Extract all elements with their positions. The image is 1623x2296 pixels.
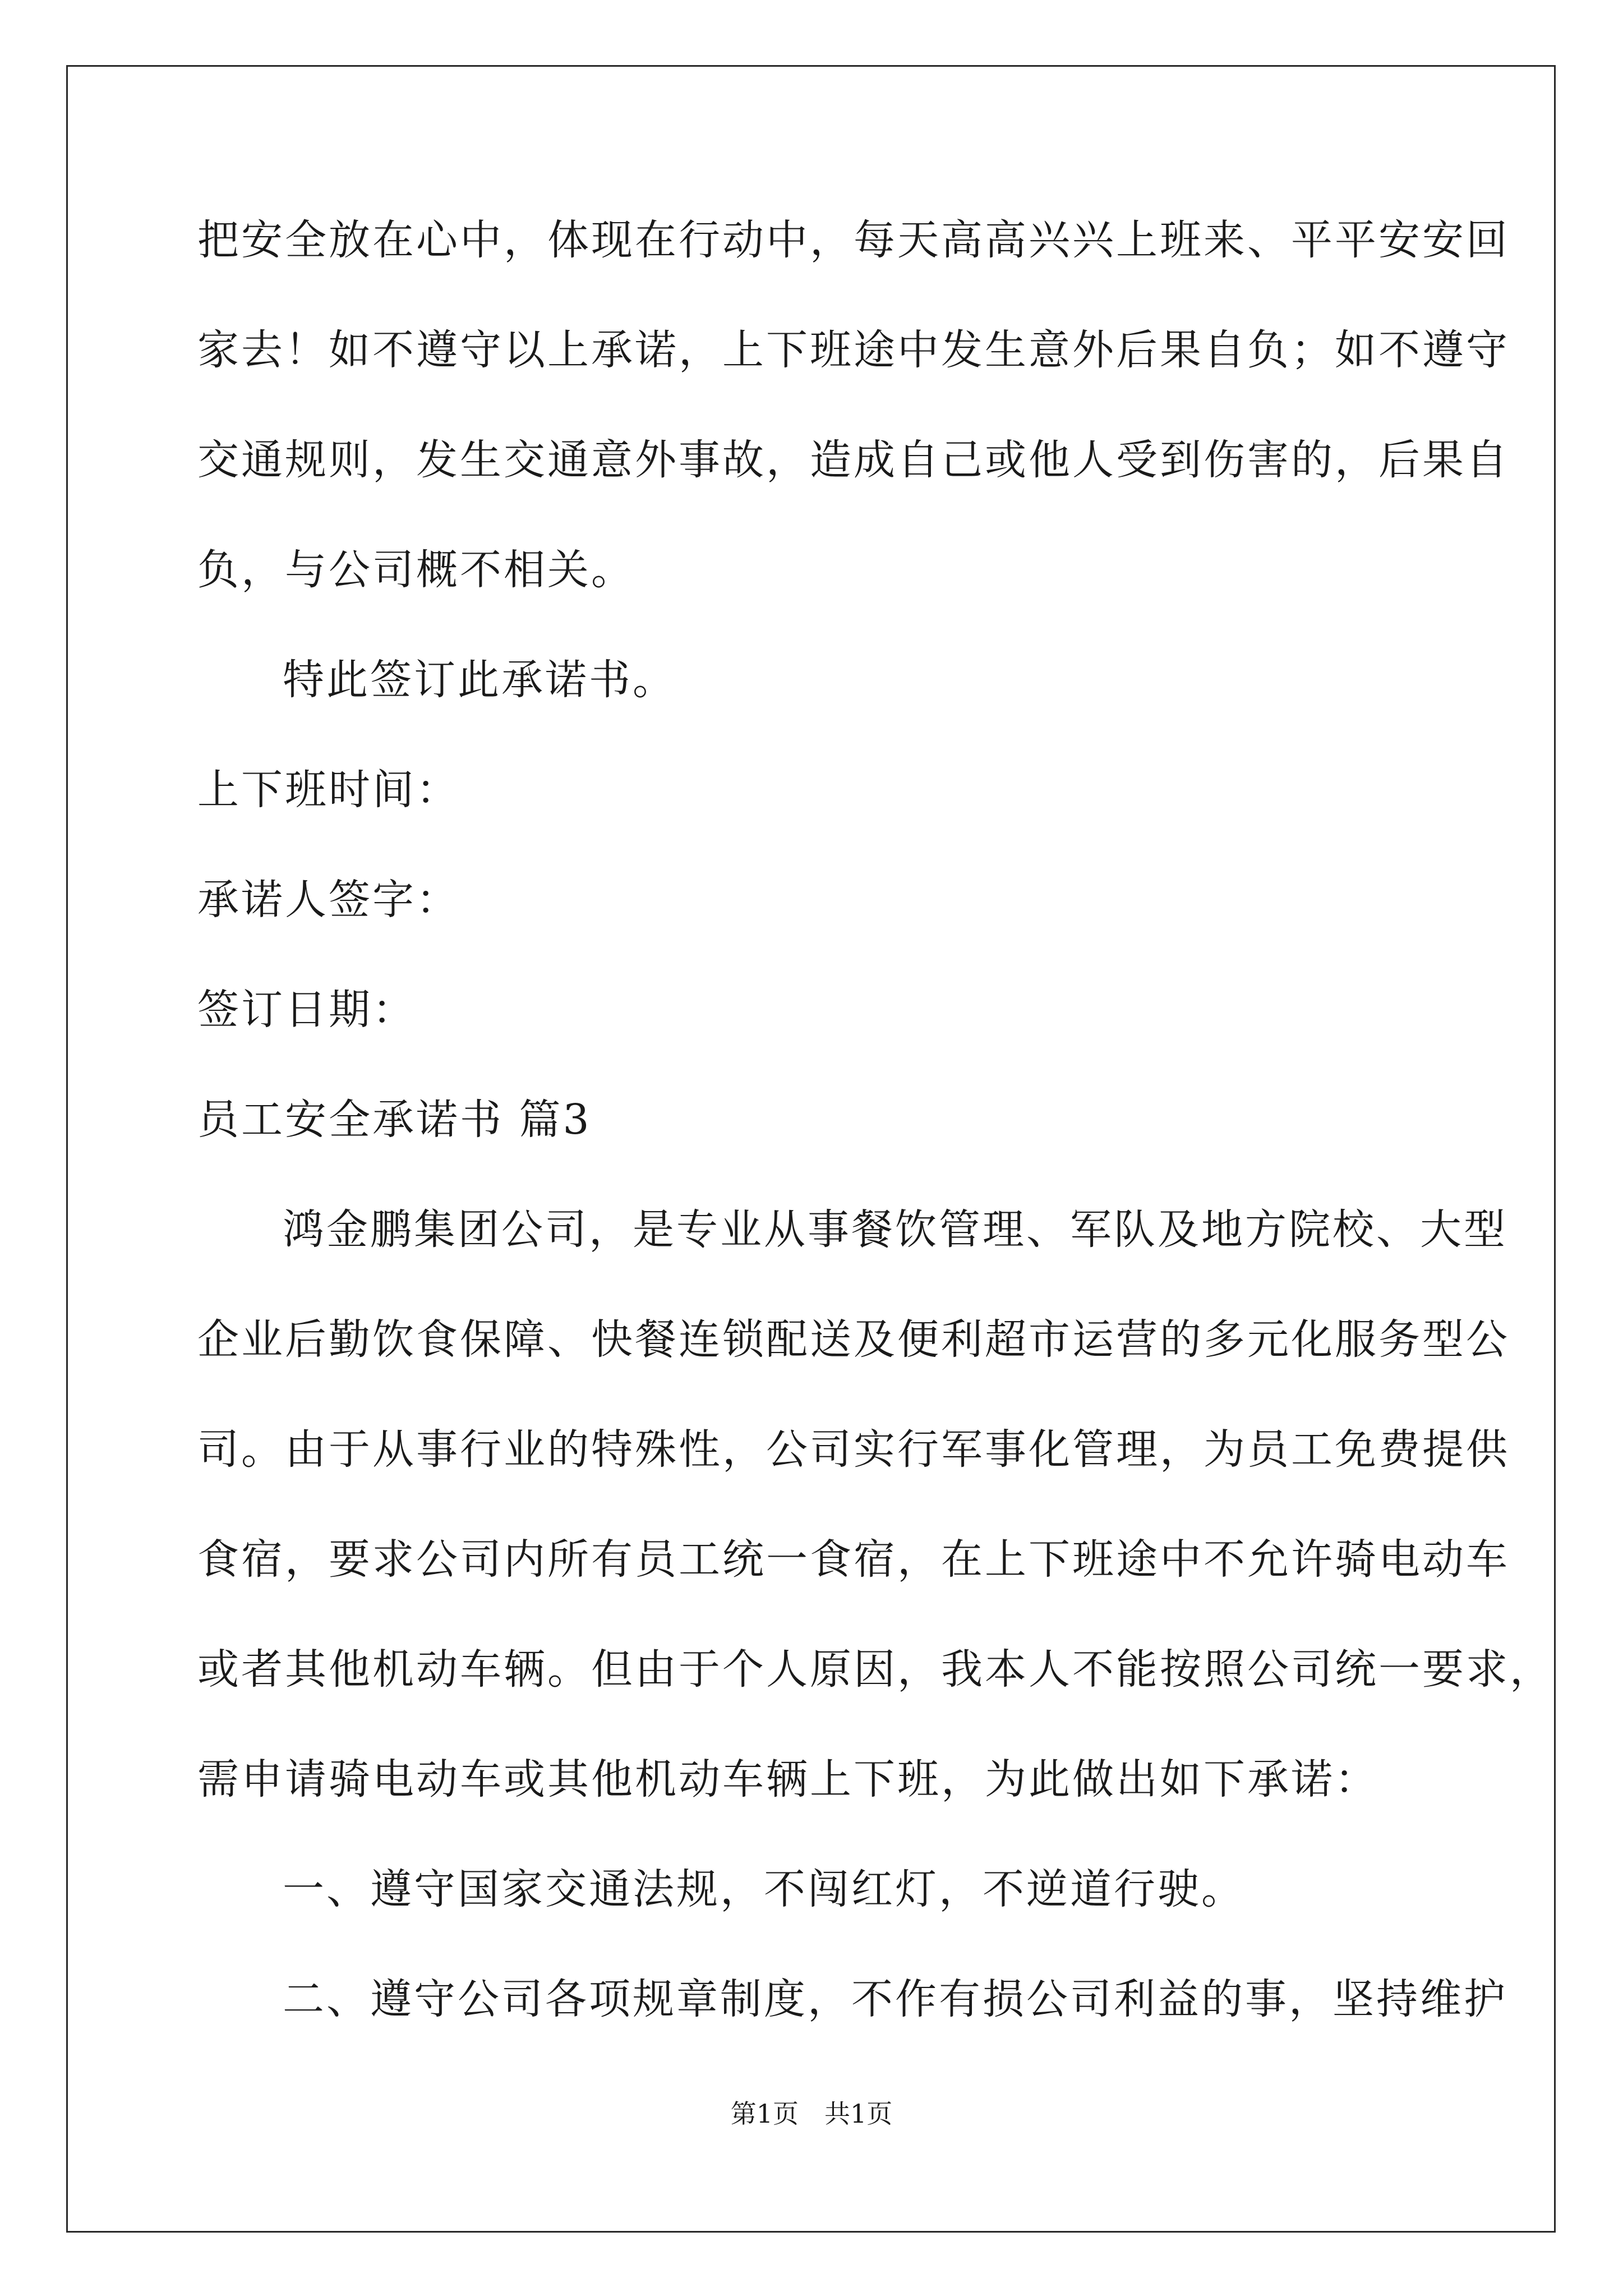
text-line: 企业后勤饮食保障、快餐连锁配送及便利超市运营的多元化服务型公 xyxy=(197,1315,1510,1364)
text-line: 把安全放在心中，体现在行动中，每天高高兴兴上班来、平平安安回 xyxy=(197,216,1510,264)
text-line: 上下班时间： xyxy=(197,766,460,814)
page-footer: 第1页 共1页 xyxy=(730,2099,893,2129)
text-line: 鸿金鹏集团公司，是专业从事餐饮管理、军队及地方院校、大型 xyxy=(283,1205,1507,1254)
text-line: 二、遵守公司各项规章制度，不作有损公司利益的事，坚持维护 xyxy=(283,1975,1507,2023)
text-line: 特此签订此承诺书。 xyxy=(283,656,676,704)
text-line: 需申请骑电动车或其他机动车辆上下班，为此做出如下承诺： xyxy=(197,1755,1378,1803)
text-line: 家去！如不遵守以上承诺，上下班途中发生意外后果自负；如不遵守 xyxy=(197,326,1510,374)
text-line: 交通规则，发生交通意外事故，造成自己或他人受到伤害的，后果自 xyxy=(197,436,1510,484)
section-heading: 员工安全承诺书 篇3 xyxy=(197,1096,592,1144)
text-line: 食宿，要求公司内所有员工统一食宿，在上下班途中不允许骑电动车 xyxy=(197,1535,1510,1584)
text-line: 一、遵守国家交通法规，不闯红灯，不逆道行驶。 xyxy=(283,1865,1245,1913)
text-line: 承诺人签字： xyxy=(197,876,460,924)
text-line: 负，与公司概不相关。 xyxy=(197,546,635,594)
text-line: 签订日期： xyxy=(197,986,416,1034)
text-line: 司。由于从事行业的特殊性，公司实行军事化管理，为员工免费提供 xyxy=(197,1425,1510,1474)
text-line: 或者其他机动车辆。但由于个人原因，我本人不能按照公司统一要求， xyxy=(197,1645,1553,1694)
